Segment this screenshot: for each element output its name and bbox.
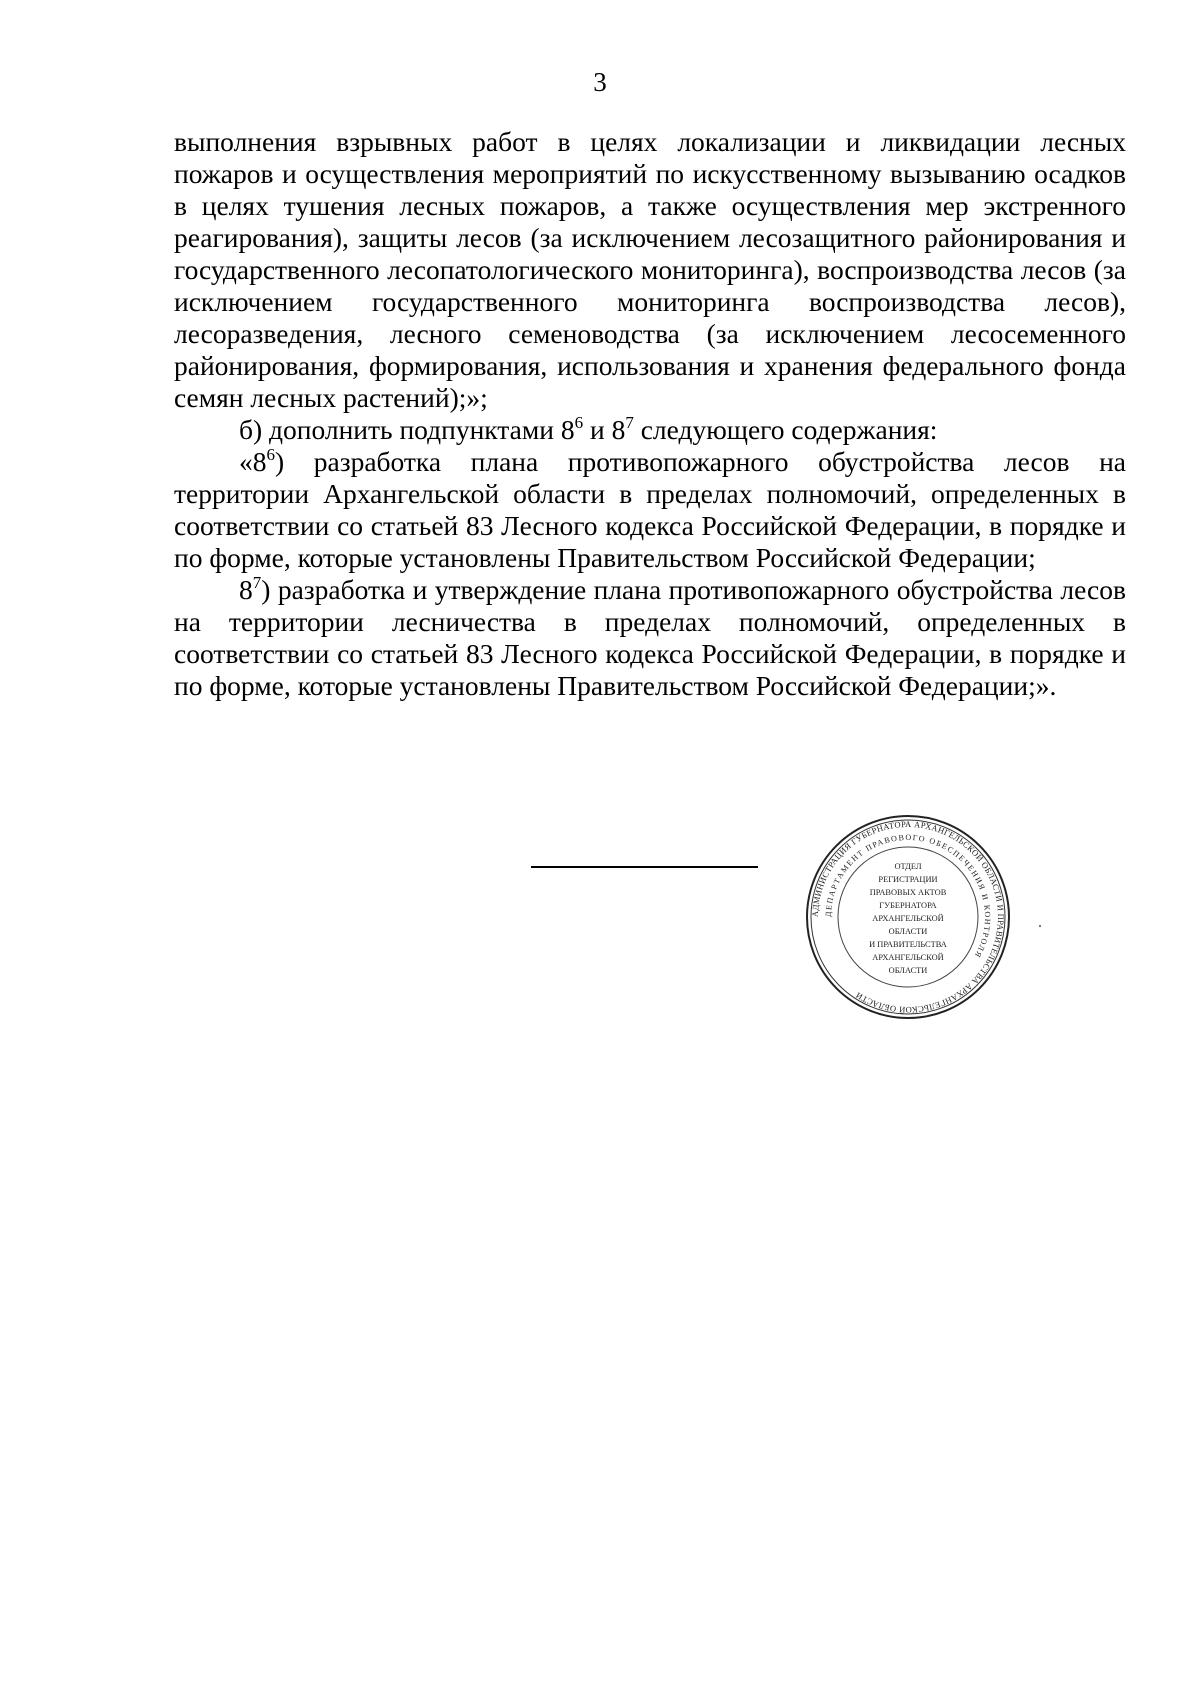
- subitem-8-7-superscript: 7: [252, 573, 262, 592]
- subitem-8-6-open: «8: [239, 446, 267, 477]
- item-b-tail: следующего содержания:: [633, 414, 938, 445]
- seal-center-line: РЕГИСТРАЦИИ: [878, 875, 938, 884]
- document-body: [174, 126, 1126, 702]
- seal-center-line: АРХАНГЕЛЬСКОЙ: [872, 914, 944, 923]
- seal-center-line: ОБЛАСТИ: [888, 966, 928, 975]
- item-b-superscript-2: 7: [625, 413, 634, 432]
- seal-outer-ring-text: АДМИНИСТРАЦИЯ ГУБЕРНАТОРА АРХАНГЕЛЬСКОЙ ОБЛАСТИ И ПРАВИТЕЛЬСТВА АРХАНГЕЛЬСКОЙ ОБЛАСТИ: [809, 818, 1007, 1016]
- seal-inner-ring-text: ДЕПАРТАМЕНТ ПРАВОВОГО ОБЕСПЕЧЕНИЯ И КОНТРОЛЯ: [823, 832, 993, 960]
- seal-center-line: ОТДЕЛ: [894, 862, 922, 871]
- seal-center-line: ПРАВОВЫХ АКТОВ: [869, 888, 947, 897]
- paragraph-item-b: [174, 414, 1126, 446]
- subitem-8-7-open: 8: [239, 574, 253, 605]
- subitem-8-7-text: ) разработка и утверждение плана противопожарного обустройства лесов на территории лесничества в пределах полномочий, определенных в соответствии со статьей 83 Лесного кодекса Российской Федерации, в порядке и по форме, которые установлены Правительством Российской Федерации;».: [174, 574, 1126, 701]
- item-b-lead: б) дополнить подпунктами 8: [239, 414, 575, 445]
- subitem-8-6-superscript: 6: [266, 445, 275, 464]
- seal-center-line: ГУБЕРНАТОРА: [879, 901, 937, 910]
- seal-center-line: И ПРАВИТЕЛЬСТВА: [869, 940, 947, 949]
- scan-speck: [1039, 925, 1041, 927]
- page-number: 3: [593, 67, 607, 97]
- official-seal-stamp: [805, 814, 1011, 1020]
- item-b-superscript-1: 6: [574, 413, 584, 432]
- paragraph-subitem-8-7: [174, 574, 1126, 702]
- subitem-8-6-text: ) разработка плана противопожарного обустройства лесов на территории Архангельской области в пределах полномочий, определенных в соответствии со статьей 83 Лесного кодекса Российской Федерации, в порядке и по форме, которые установлены Правительством Российской Федерации;: [174, 446, 1126, 573]
- paragraph-continuation: выполнения взрывных работ в целях локализации и ликвидации лесных пожаров и осуществления мероприятий по искусственному вызыванию осадков в целях тушения лесных пожаров, а также осуществления мер экстренного реагирования), защиты лесов (за исключением лесозащитного районирования и государственного лесопатологического мониторинга), воспроизводства лесов (за исключением государственного мониторинга воспроизводства лесов), лесоразведения, лесного семеноводства (за исключением лесосеменного районирования, формирования, использования и хранения федерального фонда семян лесных растений);»;: [174, 126, 1126, 413]
- seal-center-line: ОБЛАСТИ: [888, 927, 928, 936]
- item-b-mid: и 8: [583, 414, 626, 445]
- paragraph-subitem-8-6: [174, 446, 1126, 574]
- closing-rule: [531, 866, 758, 868]
- seal-center-line: АРХАНГЕЛЬСКОЙ: [872, 953, 944, 962]
